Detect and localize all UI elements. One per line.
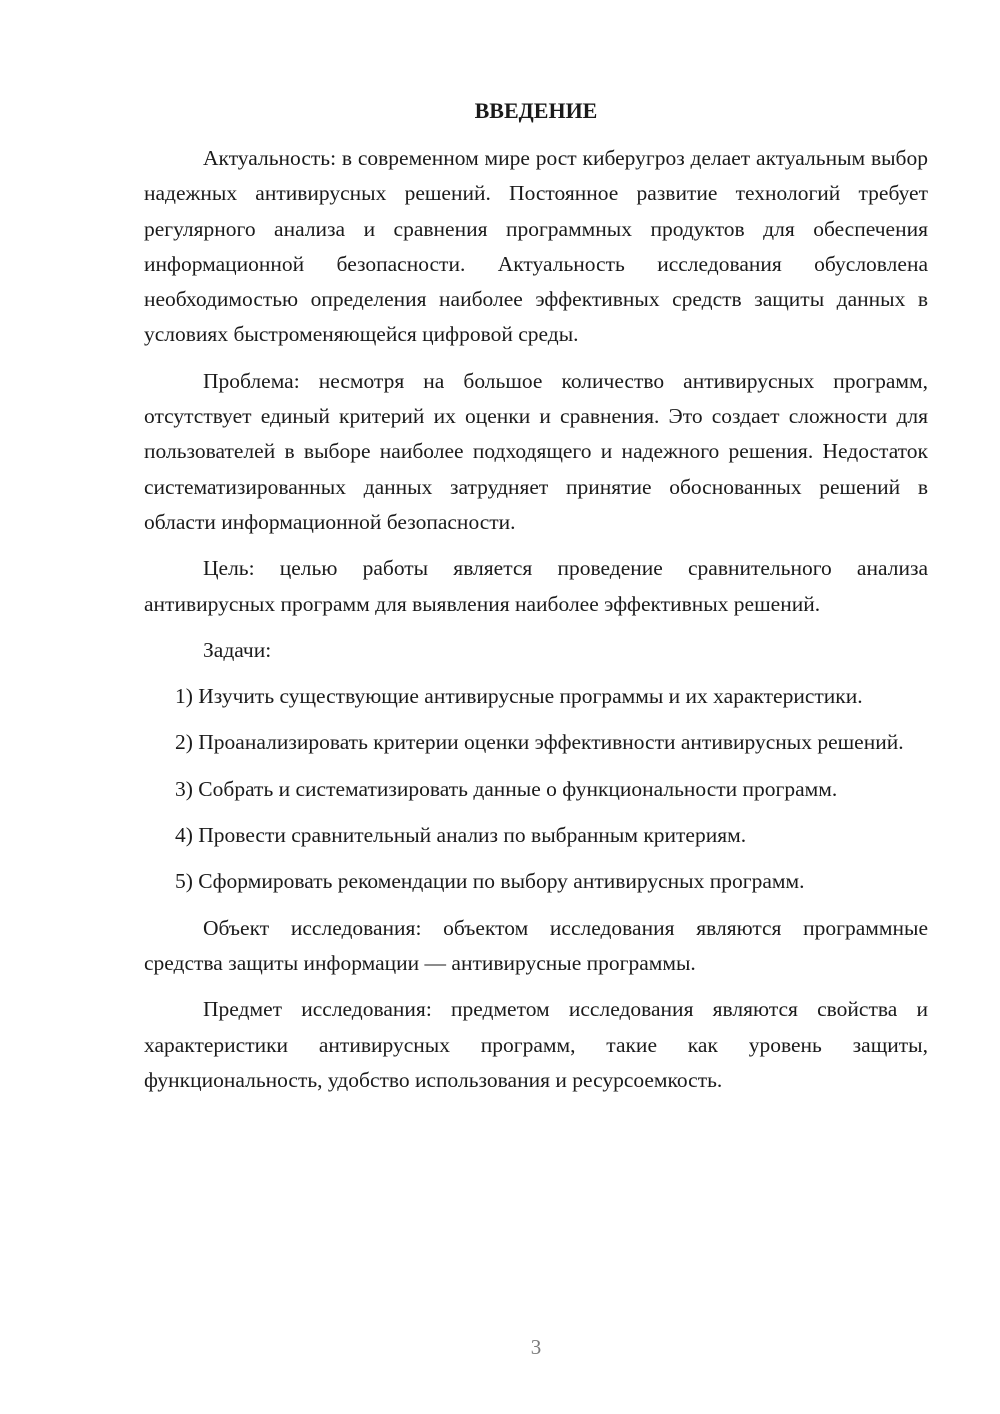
document-body	[144, 141, 928, 1109]
page-number: 3	[530, 1335, 542, 1359]
task-item: 4) Провести сравнительный анализ по выбранным критериям.	[175, 823, 747, 848]
section-title: ВВЕДЕНИЕ	[474, 98, 598, 123]
document-page	[144, 0, 928, 1414]
task-item: 5) Сформировать рекомендации по выбору антивирусных программ.	[175, 869, 805, 894]
task-item: 1) Изучить существующие антивирусные программы и их характеристики.	[175, 684, 863, 709]
relevance-paragraph: Актуальность: в современном мире рост киберугроз делает актуальным выбор надежных антивирусных решений. Постоянное развитие технологий требует регулярного анализа и сравнения программных продуктов для обеспечения информационной безопасности. Актуальность исследования обусловлена необходимостью определения наиболее эффективных средств защиты данных в условиях быстроменяющейся цифровой среды.	[144, 146, 928, 347]
tasks-heading: Задачи:	[203, 637, 272, 662]
object-paragraph: Объект исследования: объектом исследования являются программные средства защиты информации — антивирусные программы.	[144, 915, 928, 975]
task-item: 3) Собрать и систематизировать данные о функциональности программ.	[175, 776, 838, 801]
goal-paragraph: Цель: целью работы является проведение сравнительного анализа антивирусных программ для выявления наиболее эффективных решений.	[144, 556, 928, 616]
subject-paragraph: Предмет исследования: предметом исследования являются свойства и характеристики антивирусных программ, такие как уровень защиты, функциональность, удобство использования и ресурсоемкость.	[144, 997, 928, 1092]
task-item: 2) Проанализировать критерии оценки эффективности антивирусных решений.	[175, 730, 904, 755]
problem-paragraph: Проблема: несмотря на большое количество антивирусных программ, отсутствует единый критерий их оценки и сравнения. Это создает сложности для пользователей в выборе наиболее подходящего и надежного решения. Недостаток систематизированных данных затрудняет принятие обоснованных решений в области информационной безопасности.	[144, 368, 928, 534]
